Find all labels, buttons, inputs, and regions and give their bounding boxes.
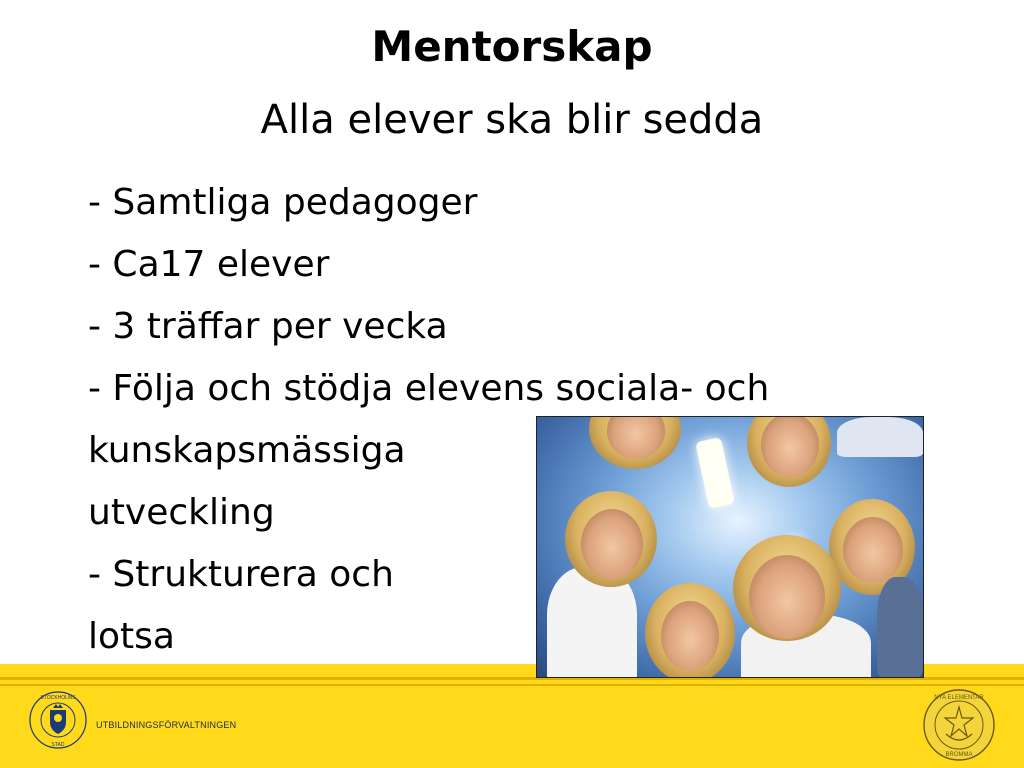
child-face: [661, 601, 719, 671]
slide-title: Mentorskap: [371, 22, 653, 71]
bullet-item: - Följa och stödja elevens sociala- och: [88, 368, 770, 409]
child-shirt: [877, 577, 923, 677]
children-photo: [536, 416, 924, 678]
ceiling-light: [695, 437, 735, 509]
school-seal-icon: [922, 688, 996, 762]
child-face: [761, 416, 819, 477]
child-face: [843, 517, 903, 583]
child-shirt: [837, 417, 923, 457]
svg-text:STOCKHOLMS: STOCKHOLMS: [40, 695, 76, 701]
slide-subtitle: Alla elever ska blir sedda: [260, 97, 764, 143]
child-face: [581, 509, 643, 579]
child-face: [749, 555, 825, 639]
bullet-item: lotsa: [88, 616, 175, 657]
bullet-item: - Ca17 elever: [88, 244, 330, 285]
svg-text:BROMMA: BROMMA: [945, 752, 973, 758]
stockholm-seal-icon: [28, 690, 88, 750]
bullet-item: kunskapsmässiga: [88, 430, 406, 471]
bullet-item: - Strukturera och: [88, 554, 394, 595]
footer-stripe: [0, 684, 1024, 686]
organization-label: UTBILDNINGSFÖRVALTNINGEN: [96, 720, 237, 730]
svg-text:NYA ELEMENTAR: NYA ELEMENTAR: [934, 695, 984, 701]
bullet-item: - 3 träffar per vecka: [88, 306, 448, 347]
bullet-item: - Samtliga pedagoger: [88, 182, 478, 223]
svg-text:STAD: STAD: [51, 742, 65, 748]
bullet-item: utveckling: [88, 492, 275, 533]
